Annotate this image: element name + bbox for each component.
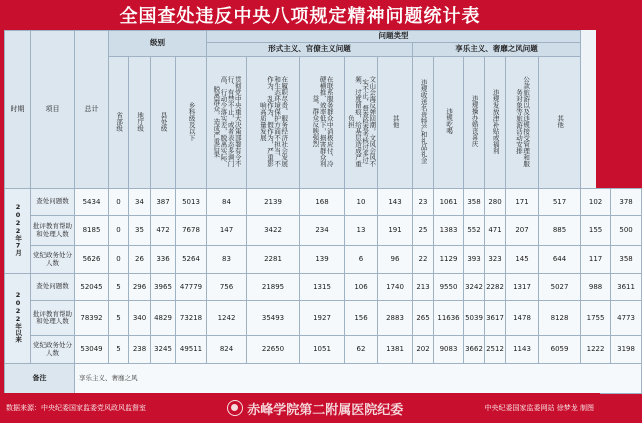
value-cell: 3662 xyxy=(464,336,485,364)
value-cell: 1051 xyxy=(300,336,345,364)
header-hedonism-1: 违规收送名贵特产和礼品礼金 xyxy=(413,57,434,189)
header-formalism-4: 文山会海反弹回潮，文风会风不实不正，督查检查考核过多过频、过度留痕，给基层造成严重负担 xyxy=(345,57,378,189)
value-cell: 340 xyxy=(129,301,151,336)
wechat-icon xyxy=(227,400,243,416)
header-level-township: 乡科级及以下 xyxy=(176,57,207,189)
value-cell: 358 xyxy=(611,246,642,274)
value-cell: 52045 xyxy=(75,274,109,301)
value-cell: 336 xyxy=(151,246,176,274)
value-cell: 0 xyxy=(109,216,129,246)
item-cell: 党纪政务处分人数 xyxy=(31,336,75,364)
value-cell: 3965 xyxy=(151,274,176,301)
item-cell: 查处问题数 xyxy=(31,274,75,301)
value-cell: 1242 xyxy=(207,301,247,336)
value-cell: 1222 xyxy=(581,336,611,364)
producer-credit: 中央纪委国家监委网站 徐梦龙 制图 xyxy=(484,404,594,412)
header-level-provincial: 省部级 xyxy=(109,57,129,189)
note-label: 备注 xyxy=(5,364,75,394)
value-cell: 2281 xyxy=(247,246,300,274)
period-cell: 2022年7月 xyxy=(5,189,31,274)
value-cell: 9083 xyxy=(434,336,464,364)
watermark xyxy=(227,399,403,418)
value-cell: 1061 xyxy=(434,189,464,216)
header-hedonism-4: 违规发放津补贴或福利 xyxy=(485,57,506,189)
header-formalism-1: 贯彻党中央重大决策部署有令不行、有禁不止，或者表态多调门高、行动少落实差，脱离实际、脱离群众，造成严重后果 xyxy=(207,57,247,189)
value-cell: 73218 xyxy=(176,301,207,336)
table-row xyxy=(5,189,642,216)
value-cell: 4773 xyxy=(611,301,642,336)
value-cell: 472 xyxy=(151,216,176,246)
value-cell: 5 xyxy=(109,336,129,364)
value-cell: 35493 xyxy=(247,301,300,336)
value-cell: 22 xyxy=(413,246,434,274)
value-cell: 1383 xyxy=(434,216,464,246)
value-cell: 3245 xyxy=(151,336,176,364)
value-cell: 1381 xyxy=(378,336,413,364)
value-cell: 207 xyxy=(506,216,539,246)
stats-sheet xyxy=(4,30,635,393)
value-cell: 1740 xyxy=(378,274,413,301)
value-cell: 552 xyxy=(464,216,485,246)
value-cell: 296 xyxy=(129,274,151,301)
value-cell: 147 xyxy=(207,216,247,246)
item-cell: 查处问题数 xyxy=(31,189,75,216)
table-row xyxy=(5,246,642,274)
note-row xyxy=(5,364,642,394)
value-cell: 202 xyxy=(413,336,434,364)
value-cell: 47779 xyxy=(176,274,207,301)
value-cell: 2512 xyxy=(485,336,506,364)
note-text: 享乐主义、奢靡之风 xyxy=(75,364,642,394)
header-level-prefecture: 地厅级 xyxy=(129,57,151,189)
header-level-county: 县处级 xyxy=(151,57,176,189)
header-formalism-group: 形式主义、官僚主义问题 xyxy=(207,43,413,57)
value-cell: 35 xyxy=(129,216,151,246)
header-formalism-3: 在联系服务群众中消极应付、冷硬横推、效率低下，损害群众利益，群众反映强烈 xyxy=(300,57,345,189)
header-level-group: 级别 xyxy=(109,31,207,57)
value-cell: 885 xyxy=(539,216,581,246)
value-cell: 378 xyxy=(611,189,642,216)
header-hedonism-5: 公款旅游以及违规接受管理和服务对象等旅游活动安排 xyxy=(506,57,539,189)
value-cell: 500 xyxy=(611,216,642,246)
value-cell: 9550 xyxy=(434,274,464,301)
value-cell: 25 xyxy=(413,216,434,246)
value-cell: 23 xyxy=(413,189,434,216)
item-cell: 党纪政务处分人数 xyxy=(31,246,75,274)
value-cell: 238 xyxy=(129,336,151,364)
item-cell: 批评教育帮助和处理人数 xyxy=(31,301,75,336)
watermark-text: 赤峰学院第二附属医院纪委 xyxy=(247,402,404,418)
value-cell: 234 xyxy=(300,216,345,246)
value-cell: 323 xyxy=(485,246,506,274)
value-cell: 3198 xyxy=(611,336,642,364)
value-cell: 0 xyxy=(109,246,129,274)
header-period: 时期 xyxy=(5,31,31,189)
data-source: 数据来源：中央纪委国家监委党风政风监督室 xyxy=(6,404,146,412)
value-cell: 6059 xyxy=(539,336,581,364)
value-cell: 145 xyxy=(506,246,539,274)
value-cell: 21895 xyxy=(247,274,300,301)
value-cell: 155 xyxy=(581,216,611,246)
value-cell: 1478 xyxy=(506,301,539,336)
value-cell: 117 xyxy=(581,246,611,274)
value-cell: 393 xyxy=(464,246,485,274)
header-item: 项目 xyxy=(31,31,75,189)
value-cell: 10 xyxy=(345,189,378,216)
value-cell: 1129 xyxy=(434,246,464,274)
value-cell: 3611 xyxy=(611,274,642,301)
value-cell: 5 xyxy=(109,301,129,336)
value-cell: 6 xyxy=(345,246,378,274)
value-cell: 26 xyxy=(129,246,151,274)
value-cell: 156 xyxy=(345,301,378,336)
value-cell: 2139 xyxy=(247,189,300,216)
value-cell: 280 xyxy=(485,189,506,216)
value-cell: 84 xyxy=(207,189,247,216)
value-cell: 62 xyxy=(345,336,378,364)
value-cell: 168 xyxy=(300,189,345,216)
header-hedonism-2: 违规吃喝 xyxy=(434,57,464,189)
value-cell: 34 xyxy=(129,189,151,216)
value-cell: 2282 xyxy=(485,274,506,301)
value-cell: 1317 xyxy=(506,274,539,301)
value-cell: 139 xyxy=(300,246,345,274)
value-cell: 7678 xyxy=(176,216,207,246)
header-formalism-other: 其他 xyxy=(378,57,413,189)
value-cell: 3422 xyxy=(247,216,300,246)
value-cell: 988 xyxy=(581,274,611,301)
value-cell: 8185 xyxy=(75,216,109,246)
value-cell: 1755 xyxy=(581,301,611,336)
value-cell: 5027 xyxy=(539,274,581,301)
value-cell: 471 xyxy=(485,216,506,246)
value-cell: 3617 xyxy=(485,301,506,336)
value-cell: 1315 xyxy=(300,274,345,301)
value-cell: 3242 xyxy=(464,274,485,301)
header-hedonism-other: 其他 xyxy=(539,57,581,189)
value-cell: 644 xyxy=(539,246,581,274)
header-formalism-2: 在履职尽责、服务经济社会发展和生态环境保护方面不担当、不作为、乱作为、假作为，严重影响高质量发展 xyxy=(247,57,300,189)
value-cell: 2883 xyxy=(378,301,413,336)
value-cell: 5434 xyxy=(75,189,109,216)
value-cell: 143 xyxy=(378,189,413,216)
value-cell: 8128 xyxy=(539,301,581,336)
value-cell: 5626 xyxy=(75,246,109,274)
value-cell: 517 xyxy=(539,189,581,216)
value-cell: 96 xyxy=(378,246,413,274)
value-cell: 265 xyxy=(413,301,434,336)
value-cell: 5264 xyxy=(176,246,207,274)
table-row xyxy=(5,301,642,336)
value-cell: 358 xyxy=(464,189,485,216)
value-cell: 387 xyxy=(151,189,176,216)
value-cell: 22650 xyxy=(247,336,300,364)
value-cell: 13 xyxy=(345,216,378,246)
item-cell: 批评教育帮助和处理人数 xyxy=(31,216,75,246)
value-cell: 53049 xyxy=(75,336,109,364)
value-cell: 756 xyxy=(207,274,247,301)
table-row xyxy=(5,274,642,301)
title-text: 全国查处违反中央八项规定精神问题统计表 xyxy=(119,6,481,27)
header-hedonism-3: 违规操办婚丧喜庆 xyxy=(464,57,485,189)
value-cell: 4829 xyxy=(151,301,176,336)
value-cell: 78392 xyxy=(75,301,109,336)
value-cell: 106 xyxy=(345,274,378,301)
value-cell: 213 xyxy=(413,274,434,301)
value-cell: 191 xyxy=(378,216,413,246)
value-cell: 11636 xyxy=(434,301,464,336)
header-hedonism-group: 享乐主义、奢靡之风问题 xyxy=(413,43,581,57)
header-total: 总计 xyxy=(75,31,109,189)
value-cell: 83 xyxy=(207,246,247,274)
value-cell: 49511 xyxy=(176,336,207,364)
value-cell: 1143 xyxy=(506,336,539,364)
value-cell: 5013 xyxy=(176,189,207,216)
header-problem-type: 问题类型 xyxy=(207,31,581,43)
value-cell: 5039 xyxy=(464,301,485,336)
table-row xyxy=(5,336,642,364)
stats-table xyxy=(4,30,642,394)
value-cell: 5 xyxy=(109,274,129,301)
table-row xyxy=(5,216,642,246)
period-cell: 2022年以来 xyxy=(5,274,31,364)
table-title xyxy=(0,0,600,30)
value-cell: 171 xyxy=(506,189,539,216)
value-cell: 824 xyxy=(207,336,247,364)
value-cell: 0 xyxy=(109,189,129,216)
value-cell: 102 xyxy=(581,189,611,216)
footer xyxy=(0,393,600,423)
value-cell: 1927 xyxy=(300,301,345,336)
